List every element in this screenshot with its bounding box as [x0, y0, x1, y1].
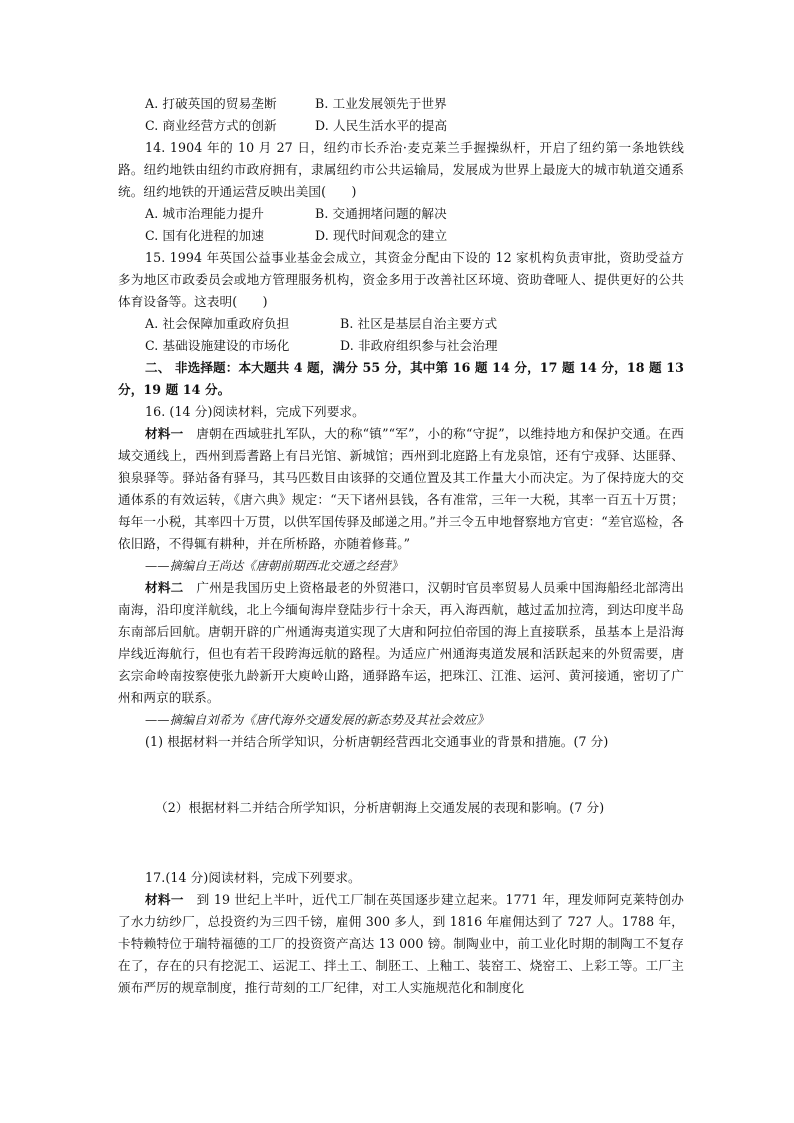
- q13-option-d: D. 人民生活水平的提高: [315, 118, 448, 133]
- q14-option-a: A. 城市治理能力提升: [145, 206, 264, 221]
- q13-option-a: A. 打破英国的贸易垄断: [145, 96, 277, 111]
- q14-options-row-2: [118, 225, 684, 247]
- q16-material-two: [118, 577, 684, 709]
- q13-options-row-1: [118, 93, 684, 115]
- q15-option-b: B. 社区是基层自治主要方式: [340, 316, 498, 331]
- q17-material-one-text: 到 19 世纪上半叶，近代工厂制在英国逐步建立起来。1771 年，理发师阿克莱特创办了水力纺纱厂，总投资约为三四千镑，雇佣 300 多人，到 1816 年雇佣达到了 727 人。1788 年，卡特赖特位于瑞特福德的工厂的投资资产高达 13 000 镑。制陶业中，前工业化时期的制陶工不复存在了，存在的只有挖泥工、运泥工、拌土工、制胚工、上釉工、装窑工、烧窑工、上彩工等。工厂主颁布严厉的规章制度，推行苛刻的工厂纪律，对工人实施规范化和制度化: [118, 892, 684, 995]
- q15-question: 15. 1994 年英国公益事业基金会成立，其资金分配由下设的 12 家机构负责审批，资助受益方多为地区市政委员会或地方管理服务机构，资金多用于改善社区环境、资助聋哑人、提供更好的公共体育设备等。这表明( ): [118, 250, 684, 309]
- q13-options-row-2: [118, 115, 684, 137]
- section-two-heading: 二、 非选择题：本大题共 4 题，满分 55 分，其中第 16 题 14 分，17 题 14 分，18 题 13 分，19 题 14 分。: [118, 360, 684, 397]
- q15-option-c: C. 基础设施建设的市场化: [145, 338, 290, 353]
- q14-option-d: D. 现代时间观念的建立: [315, 228, 448, 243]
- q17-material-one: [118, 889, 684, 999]
- q14-option-b: B. 交通拥堵问题的解决: [315, 206, 447, 221]
- q16-question-two: （2）根据材料二并结合所学知识，分析唐朝海上交通发展的表现和影响。(7 分): [155, 800, 605, 815]
- q17-intro: 17.(14 分)阅读材料，完成下列要求。: [145, 870, 361, 885]
- q16-material-one: [118, 423, 684, 555]
- q15-options-row-1: [118, 313, 684, 335]
- q16-material-two-label: 材料二: [145, 580, 184, 595]
- q17-material-one-label: 材料一: [145, 892, 184, 907]
- q13-option-b: B. 工业发展领先于世界: [315, 96, 447, 111]
- q16-material-two-text: 广州是我国历史上资格最老的外贸港口，汉朝时官员率贸易人员乘中国海船经北部湾出南海，沿印度洋航线，北上今缅甸海岸登陆步行十余天，再入海西航，越过孟加拉湾，到达印度半岛东南部后回航。唐朝开辟的广州通海夷道实现了大唐和阿拉伯帝国的海上直接联系，虽基本上是沿海岸线近海航行，但也有若干段跨海远航的路程。为适应广州通海夷道发展和活跃起来的外贸需要，唐玄宗命岭南按察使张九龄新开大庾岭山路，通驿路车运，把珠江、江淮、运河、黄河接通，密切了广州和两京的联系。: [118, 580, 684, 705]
- q15-option-d: D. 非政府组织参与社会治理: [340, 338, 498, 353]
- q14-options-row-1: [118, 203, 684, 225]
- page-content: [118, 93, 684, 999]
- q16-material-one-label: 材料一: [145, 426, 184, 441]
- q16-intro: 16. (14 分)阅读材料，完成下列要求。: [145, 404, 365, 419]
- q13-option-c: C. 商业经营方式的创新: [145, 118, 277, 133]
- q16-material-one-text: 唐朝在西域驻扎军队，大的称“镇”“军”，小的称“守捉”，以维持地方和保护交通。在西域交通线上，西州到焉耆路上有吕光馆、新城馆；西州到北庭路上有龙泉馆，还有宁戎驿、达匪驿、狼泉驿等。驿站备有驿马，其马匹数目由该驿的交通位置及其工作量大小而决定。为了保持庞大的交通体系的有效运转，《唐六典》规定：“天下诸州县钱，各有准常，三年一大税，其率一百五十万贯；每年一小税，其率四十万贯，以供军国传驿及邮递之用。”并三令五申地督察地方官吏：“差官巡检，各依旧路，不得辄有耕种，并在所桥路，亦随着修葺。”: [118, 426, 684, 551]
- q14-question: 14. 1904 年的 10 月 27 日，纽约市长乔治·麦克莱兰手握操纵杆，开启了纽约第一条地铁线路。纽约地铁由纽约市政府拥有，隶属纽约市公共运输局，发展成为世界上最庞大的城市轨道交通系统。纽约地铁的开通运营反映出美国( ): [118, 140, 684, 199]
- q16-material-two-source: ——摘编自刘希为《唐代海外交通发展的新态势及其社会效应》: [145, 713, 490, 727]
- q16-question-one: (1) 根据材料一并结合所学知识，分析唐朝经营西北交通事业的背景和措施。(7 分): [145, 734, 609, 749]
- q16-material-one-source: ——摘编自王尚达《唐朝前期西北交通之经营》: [145, 559, 404, 573]
- q14-option-c: C. 国有化进程的加速: [145, 228, 265, 243]
- q15-options-row-2: [118, 335, 684, 357]
- answer-space-two: [118, 819, 684, 867]
- q15-option-a: A. 社会保障加重政府负担: [145, 316, 290, 331]
- answer-space-one: [118, 753, 684, 797]
